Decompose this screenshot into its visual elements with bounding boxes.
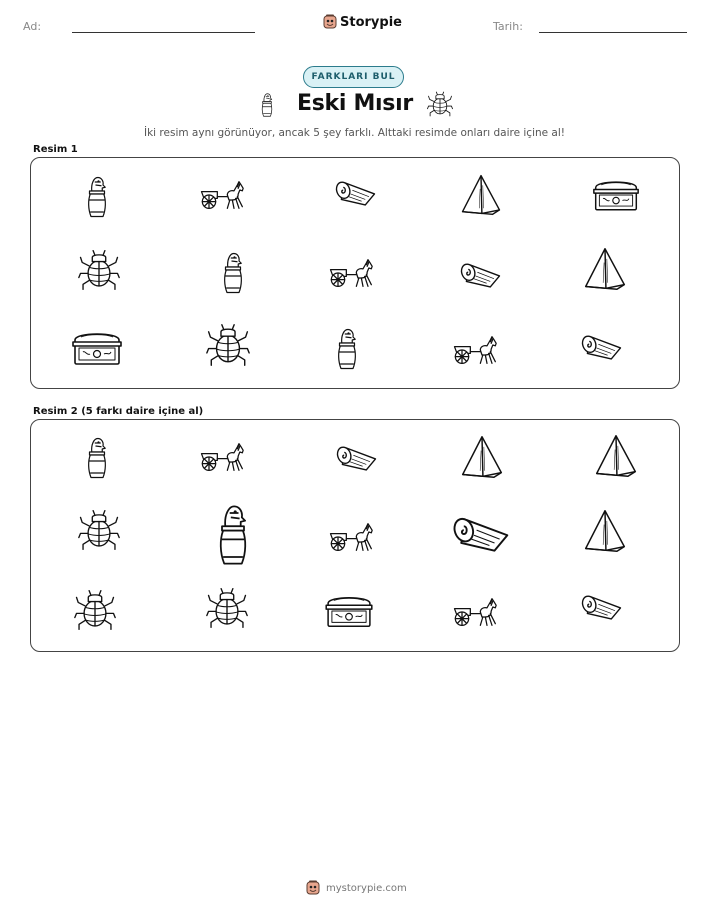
date-label: Tarih: <box>493 20 523 33</box>
name-line[interactable] <box>72 32 255 33</box>
canopic-jar-icon[interactable] <box>82 434 112 482</box>
canopic-jar-icon <box>82 174 112 220</box>
pyramid-icon[interactable] <box>459 432 505 482</box>
name-label: Ad: <box>23 20 42 33</box>
scarab-icon[interactable] <box>74 588 116 632</box>
treasure-chest-icon <box>592 176 640 214</box>
scarab-icon[interactable] <box>206 586 248 630</box>
pyramid-icon[interactable] <box>582 506 628 556</box>
pyramid-icon[interactable] <box>593 432 639 480</box>
canopic-jar-icon <box>218 248 248 298</box>
picture-1-panel <box>30 157 680 389</box>
brand-name: Storypie <box>340 14 402 30</box>
footer-url[interactable]: mystorypie.com <box>326 882 407 894</box>
picture-2-panel[interactable] <box>30 419 680 652</box>
picture-2-label: Resim 2 (5 farkı daire içine al) <box>33 406 204 417</box>
instructions: İki resim aynı görünüyor, ancak 5 şey farklı. Alttaki resimde onları daire içine al! <box>144 127 565 139</box>
papyrus-scroll-icon <box>459 260 505 290</box>
scarab-icon <box>206 322 250 368</box>
papyrus-scroll-icon <box>334 179 380 207</box>
treasure-chest-icon <box>71 328 123 368</box>
pyramid-icon <box>459 170 503 220</box>
papyrus-scroll-icon <box>580 332 626 362</box>
chariot-icon[interactable] <box>452 595 502 629</box>
papyrus-scroll-icon[interactable] <box>580 592 626 622</box>
scarab-icon <box>78 248 120 292</box>
worksheet-type-badge: FARKLARI BUL <box>303 66 404 88</box>
chariot-icon <box>199 178 249 212</box>
chariot-icon <box>452 333 502 367</box>
papyrus-scroll-icon[interactable] <box>451 514 515 554</box>
canopic-jar-icon <box>258 92 276 118</box>
chariot-icon <box>328 256 378 290</box>
scarab-icon[interactable] <box>78 508 120 552</box>
picture-1-label: Resim 1 <box>33 144 78 155</box>
date-line[interactable] <box>539 32 687 33</box>
canopic-jar-icon[interactable] <box>211 500 255 570</box>
footer <box>306 880 407 896</box>
chariot-icon[interactable] <box>199 440 249 474</box>
mascot-icon <box>323 14 337 30</box>
brand-logo <box>323 14 402 30</box>
scarab-icon <box>427 91 453 117</box>
chariot-icon[interactable] <box>328 520 378 554</box>
canopic-jar-icon <box>332 324 362 374</box>
papyrus-scroll-icon[interactable] <box>335 443 381 473</box>
page-title: Eski Mısır <box>297 91 413 116</box>
treasure-chest-icon[interactable] <box>324 592 374 630</box>
mascot-icon <box>306 880 320 896</box>
pyramid-icon <box>582 244 628 294</box>
